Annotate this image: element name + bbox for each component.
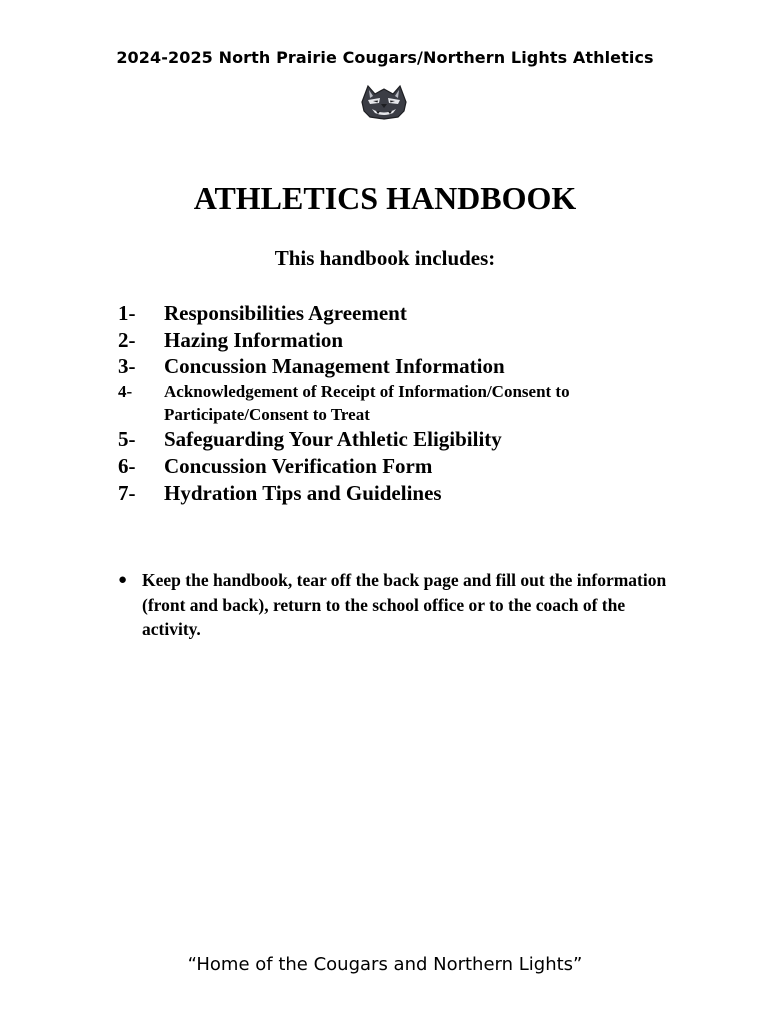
instruction-text: Keep the handbook, tear off the back page and fill out the information (front and back), return to the school office or to the coach of the activity.: [142, 570, 667, 639]
page-title: ATHLETICS HANDBOOK: [193, 180, 577, 216]
contents-heading: This handbook includes:: [274, 246, 496, 270]
item-number: 7-: [118, 480, 136, 505]
item-number: 2-: [118, 327, 136, 352]
document-header: 2024-2025 North Prairie Cougars/Northern Lights Athletics: [116, 48, 654, 67]
list-item: [118, 327, 678, 354]
list-item: [118, 453, 678, 480]
item-number: 4-: [118, 382, 133, 402]
item-text: Responsibilities Agreement: [164, 301, 407, 325]
contents-list: [118, 300, 678, 506]
item-text: Safeguarding Your Athletic Eligibility: [164, 427, 502, 452]
item-number: 3-: [118, 354, 136, 379]
item-number: 5-: [118, 427, 136, 452]
item-number: 1-: [118, 301, 136, 325]
bullet-icon: ●: [118, 572, 128, 588]
footer-motto: “Home of the Cougars and Northern Lights”: [187, 954, 583, 975]
item-text: Hydration Tips and Guidelines: [164, 480, 442, 505]
item-text: Hazing Information: [164, 327, 344, 352]
list-item: [118, 380, 678, 426]
list-item: [118, 426, 678, 453]
item-text: Acknowledgement of Receipt of Information/Consent to Participate/Consent to Treat: [164, 382, 570, 425]
list-item: [118, 300, 678, 327]
list-item: [118, 480, 678, 507]
item-number: 6-: [118, 453, 136, 478]
cougar-head-icon: [358, 80, 410, 120]
instruction-note: [118, 568, 678, 642]
item-text: Concussion Verification Form: [164, 453, 433, 478]
item-text: Concussion Management Information: [164, 354, 505, 379]
list-item: [118, 353, 678, 380]
